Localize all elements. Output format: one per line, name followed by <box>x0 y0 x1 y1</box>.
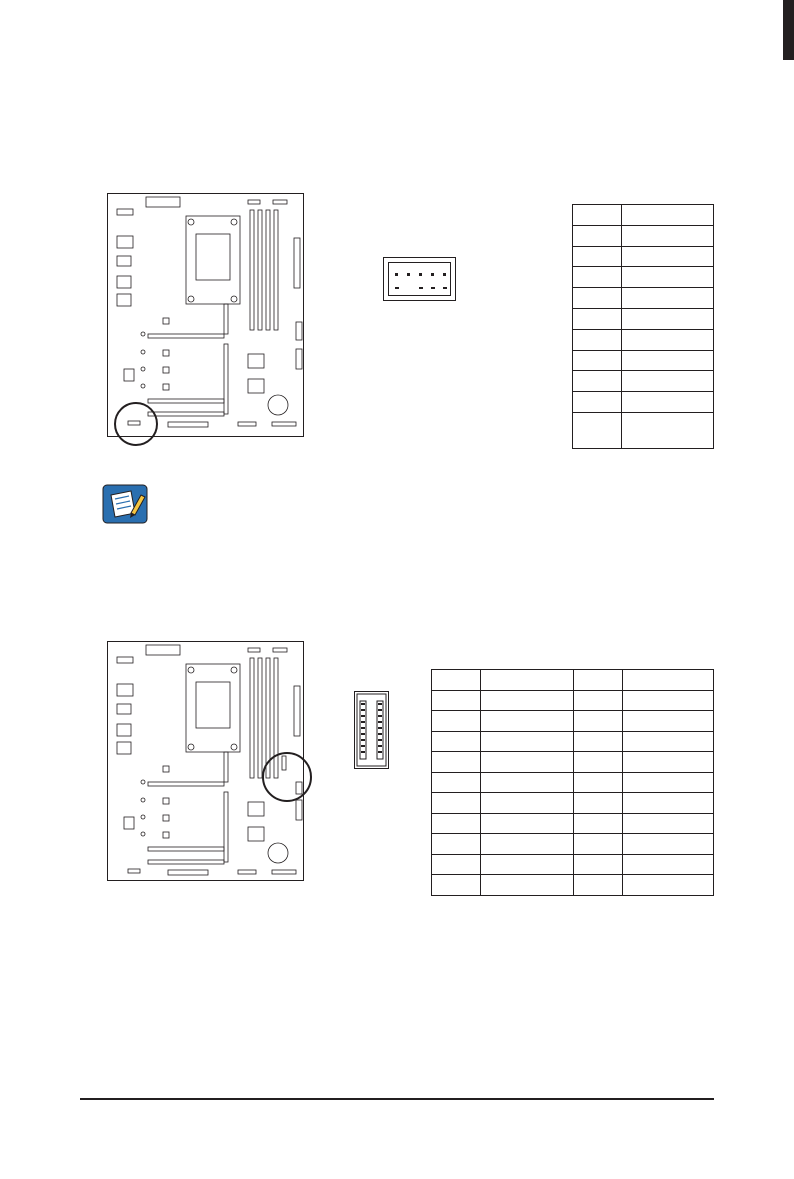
note-pencil-icon <box>101 483 149 525</box>
footer-rule <box>80 1098 714 1100</box>
chapter-tab <box>783 0 794 60</box>
pin-marker <box>443 273 446 276</box>
pin-marker <box>443 287 447 289</box>
motherboard-diagram-1 <box>107 193 304 437</box>
motherboard-diagram-2 <box>107 641 304 881</box>
pin-marker <box>431 287 435 289</box>
connector-diagram-2 <box>354 691 389 769</box>
callout-circle <box>114 402 158 446</box>
connector-icon <box>354 691 389 769</box>
pin-marker <box>419 287 423 289</box>
pin-marker <box>407 273 410 276</box>
connector-housing <box>388 262 451 296</box>
pin-marker <box>395 287 399 289</box>
callout-circle <box>262 752 312 802</box>
pin-marker <box>419 273 422 276</box>
pin-table-1 <box>572 204 714 449</box>
pin-marker <box>395 273 398 276</box>
pin-table-2 <box>431 669 714 896</box>
connector-diagram-1 <box>383 257 456 301</box>
pin-marker <box>431 273 434 276</box>
